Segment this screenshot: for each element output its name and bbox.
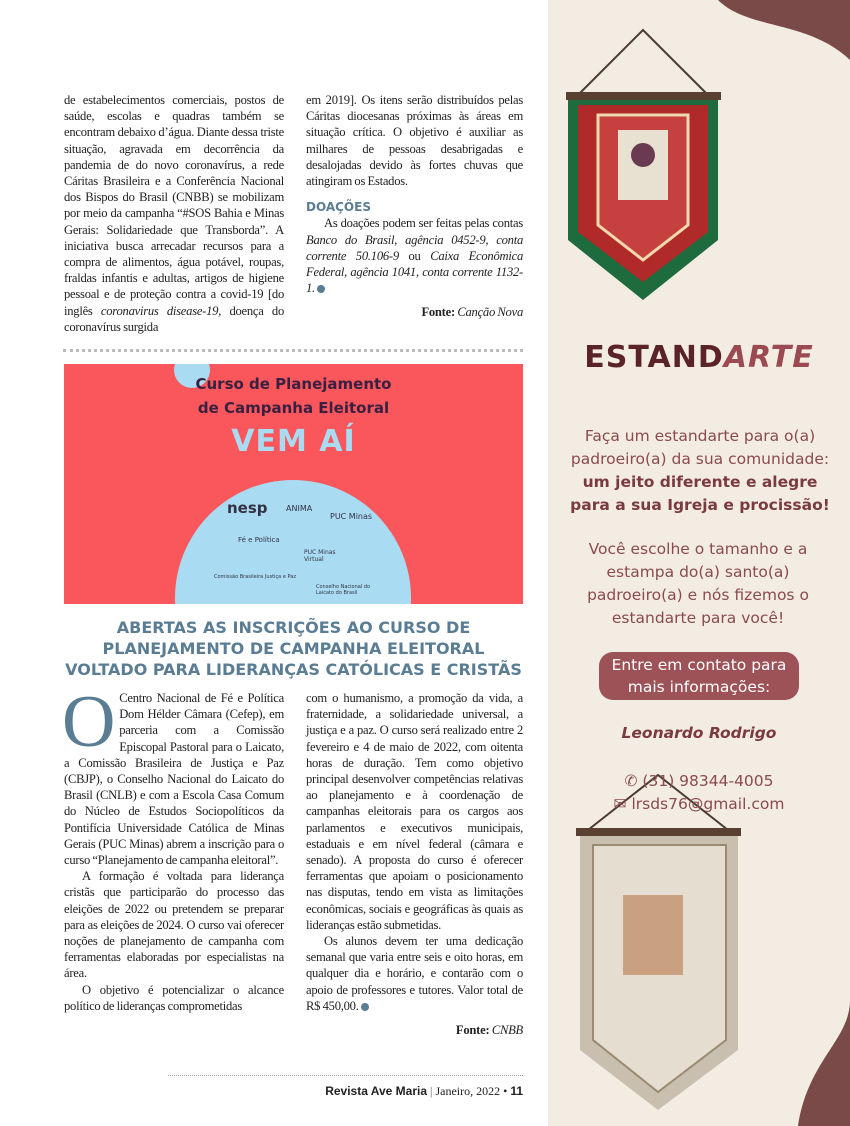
body-text: de estabelecimentos comerciais, postos de saúde, escolas e quadras também se encontram debaixo d’água. Diante dessa triste situação, agravada em decorrência da pandemia de do novo coronavírus, a rede Cáritas Brasileira e a Conferência Nacional dos Bispos do Brasil (CNBB) se mobilizam por meio da campanha “#SOS Bahia e Minas Gerais: Solidariedade que Transborda”. A iniciativa busca arrecadar recursos para a compra de alimentos, água potável, roupas, fraldas infantis e adultas, artigos de higiene pessoal e de proteção contra a covid-19 [do inglês coronavirus disease-19, doença do coronavírus surgida [64,93,284,334]
ad-email: ✉ lrsds76@gmail.com [613,795,785,813]
article1-col2 [306,92,523,321]
ad-text-1: Faça um estandarte para o(a) padroeiro(a) da sua comunidade: um jeito diferente e alegre para a sua Igreja e procissão! [570,427,830,514]
article2-col1 [62,681,284,1014]
envelope-icon: ✉ [613,795,627,813]
footer-divider [168,1075,523,1076]
body-text: com o humanismo, a promoção da vida, a fraternidade, a solidariedade universal, a justiça e a paz. O curso será realizado entre 2 fevereiro e 4 de maio de 2022, com oitenta horas de duração. Tem como objetivo principal desenvolver competências relativas ao planejamento e à coordenação de campanhas eleitorais para os cargos aos parlamentos e executivos municipais, estaduais e em nível federal (câmara e senado). A proposta do curso é oferecer ferramentas que apoiam o posicionamento nas disputas, tendo em vista as limitações econômicas, sociais e geográficas às quais as lideranças estão submetidas. [306,691,523,932]
source-credit: Fonte: CNBB [455,1023,523,1038]
promo-headline: VEM AÍ [231,424,356,459]
ad-contact-name: Leonardo Rodrigo [621,724,777,742]
dropcap: O [62,681,116,763]
ad-text-2: Você escolhe o tamanho e a estampa do(a) santo(a) padroeiro(a) e nós fizemos o estandarte para você! [587,540,809,627]
ad-cta-badge: Entre em contato para mais informações: [599,652,799,700]
end-mark-icon [361,1003,369,1011]
logo-puc-minas: PUC Minas [330,512,373,521]
donations-text: As doações podem ser feitas pelas contas Banco do Brasil, agência 0452-9, conta corrente 50.106-9 ou Caixa Econômica Federal, agência 1041, conta corrente 1132-1. [306,216,524,296]
ad-brand-logo: ESTANDARTE [584,340,814,375]
logo-anima: ANIMA [286,504,313,513]
ad-phone: ✆ (31) 98344-4005 [624,772,774,790]
body-text: O Centro Nacional de Fé e Política Dom Hélder Câmara (Cefep), em parceria com a Comissão Episcopal Pastoral para o Laicato, a Comissão Brasileira de Justiça e Paz (CBJP), o Conselho Nacional do Laicato do Brasil (CNLB) e com a Escola Casa Comum do Núcleo de Estudos Sociopolíticos da Pontifícia Universidade Católica de Minas Gerais (PUC Minas) abrem a inscrição para o curso “Planejamento de campanha eleitoral”. [62,681,284,868]
divider [63,349,523,352]
body-text: A formação é voltada para liderança cristãs que participarão do processo das eleições de 2022 ou pretendem se preparar para as eleições de 2024. O curso vai oferecer noções de planejamento de campanha com ferramentas elaboradas por especialistas na área. [64,869,284,981]
body-text: O objetivo é potencializar o alcance político de lideranças comprometidas [64,982,284,1013]
page-footer: Revista Ave Maria | Janeiro, 2022 • 11 [325,1084,523,1098]
estandarte-ad [548,0,850,1126]
end-mark-icon [317,285,325,293]
promo-title: Curso de Planejamento de Campanha Eleitoral [195,375,392,417]
body-text: em 2019]. Os itens serão distribuídos pelas Cáritas diocesanas próximas às áreas em situação crítica. O objetivo é auxiliar as milhares de pessoas desabrigadas e desalojadas devido às fortes chuvas que atingiram os Estados. [306,93,523,189]
source-credit: Fonte: Canção Nova [421,305,523,320]
logo-fe-politica: Fé e Política [238,536,280,544]
logo-cbjp: Comissão Brasileira Justiça e Paz [214,574,296,580]
article-title: ABERTAS AS INSCRIÇÕES AO CURSO DE PLANEJAMENTO DE CAMPANHA ELEITORAL VOLTADO PARA LIDERANÇAS CATÓLICAS E CRISTÃS [65,618,522,679]
logo-cnlb: Conselho Nacional do Laicato do Brasil [316,584,371,596]
phone-icon: ✆ [624,772,638,790]
body-text: Os alunos devem ter uma dedicação semanal que varia entre seis e oito horas, em qualquer dia e horário, e contarão com o apoio de professores e tutores. Valor total de R$ 450,00. [306,934,523,1013]
logo-nesp: nesp [227,499,268,517]
article1-col1 [64,92,284,335]
logo-puc-virtual: PUC Minas Virtual [304,549,336,563]
donations-heading: DOAÇÕES [306,200,371,215]
course-promo-image [64,364,523,604]
article2-col2 [306,690,523,1038]
